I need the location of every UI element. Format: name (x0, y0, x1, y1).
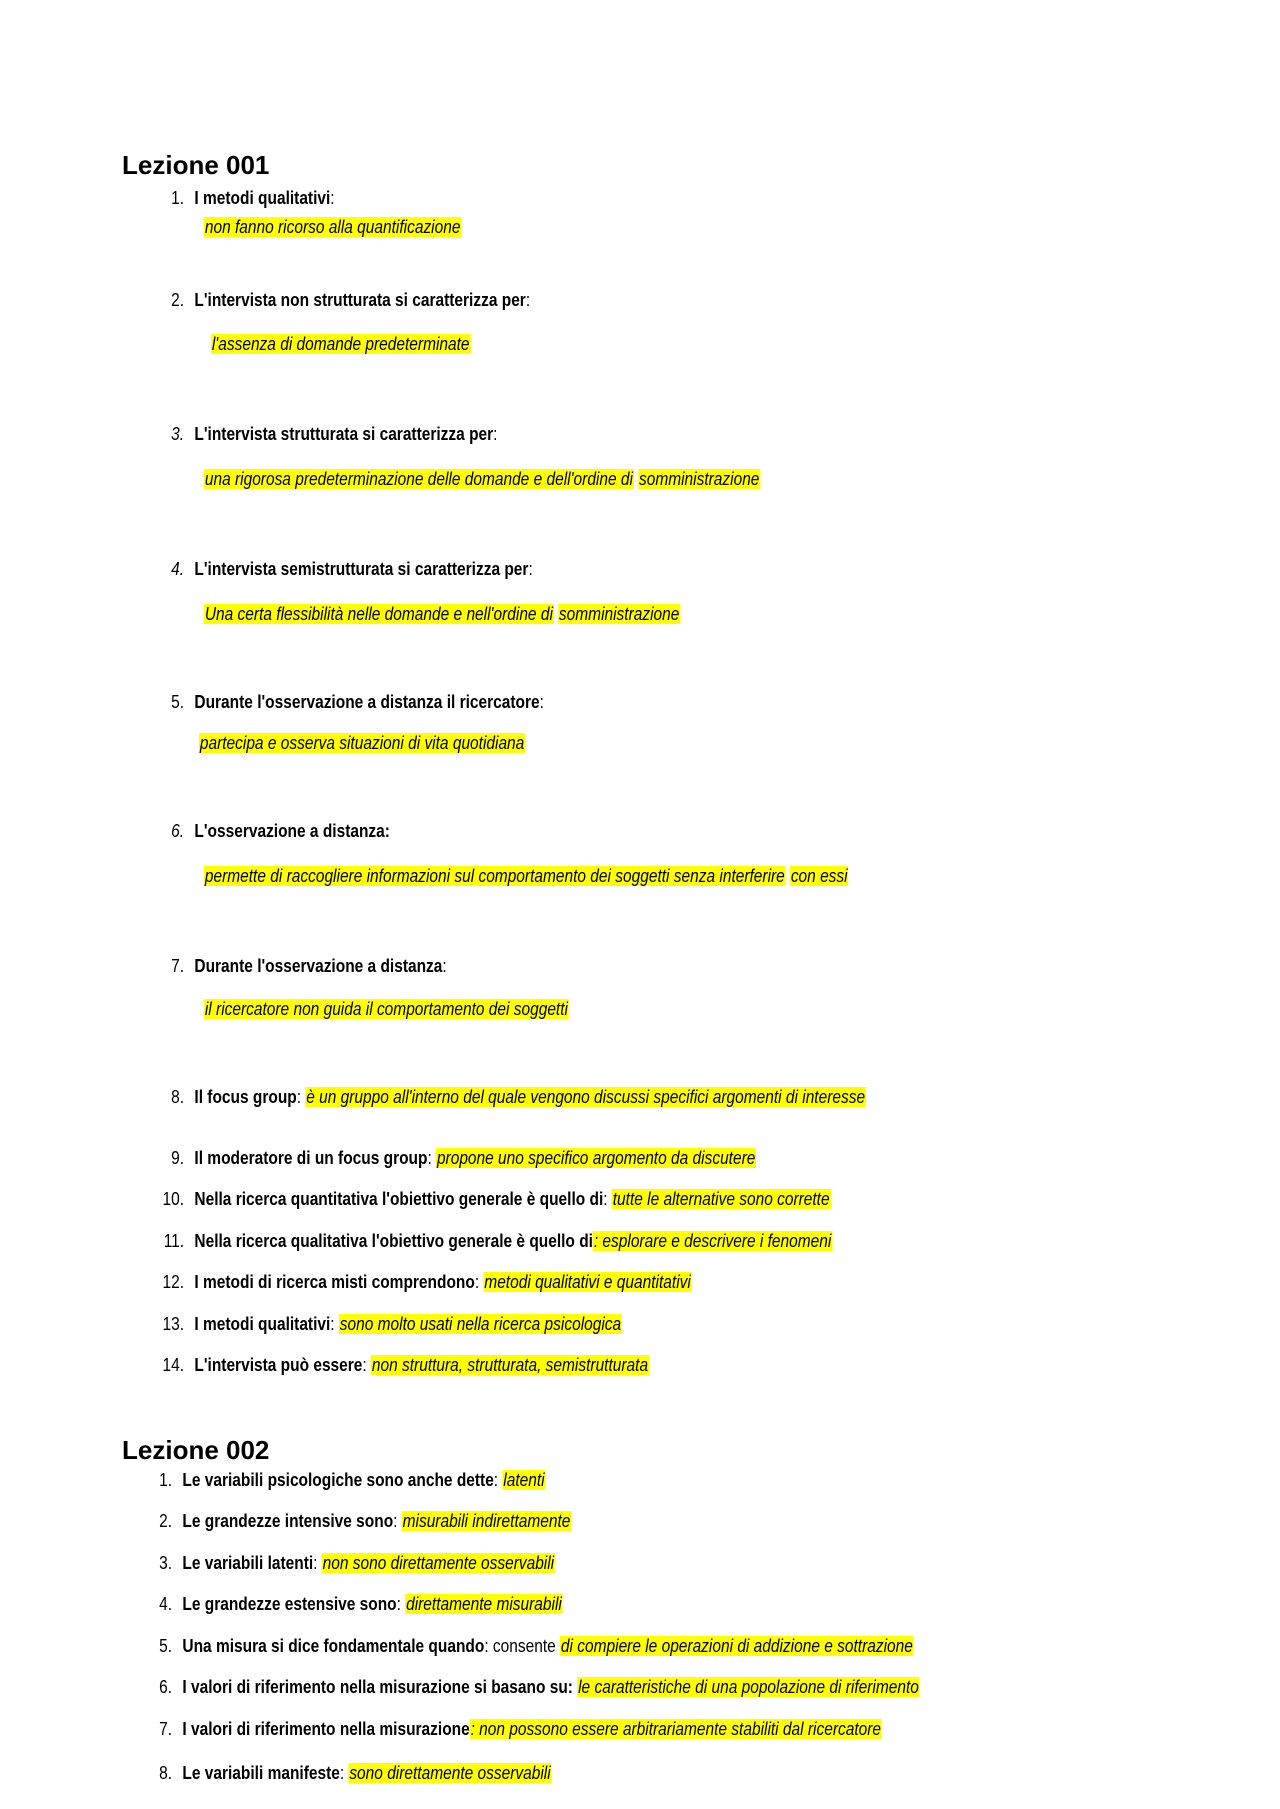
item-number: 10. (162, 1189, 185, 1209)
section-title-lezione-002: Lezione 002 (122, 1435, 270, 1465)
item-number: 6. (171, 821, 185, 841)
section-title-lezione-001: Lezione 001 (122, 150, 270, 180)
answer-highlight: metodi qualitativi e quantitativi (484, 1272, 691, 1292)
separator: : (427, 1148, 437, 1168)
separator: : (393, 1511, 402, 1531)
separator: : consente (484, 1636, 561, 1656)
answer-highlight: l'assenza di domande predeterminate (211, 334, 470, 354)
question-text: I valori di riferimento nella misurazione (182, 1719, 470, 1739)
item-number: 12. (162, 1272, 185, 1292)
answer-row (199, 731, 525, 755)
answer-row (204, 215, 461, 239)
item-number: 7. (159, 1719, 173, 1739)
question-text: L'intervista strutturata si caratterizza per (194, 424, 494, 444)
answer-highlight: non fanno ricorso alla quantificazione (204, 217, 461, 237)
question-text: Durante l'osservazione a distanza il ricercatore (194, 692, 540, 712)
separator: : (525, 290, 531, 310)
answer-highlight: direttamente misurabili (406, 1594, 562, 1614)
question-text: Durante l'osservazione a distanza (194, 956, 443, 976)
answer-highlight: sono molto usati nella ricerca psicologica (339, 1314, 622, 1334)
question-text: Nella ricerca quantitativa l'obiettivo generale è quello di (194, 1189, 604, 1209)
answer-highlight: il ricercatore non guida il comportamento dei soggetti (204, 999, 568, 1019)
item-number: 14. (162, 1355, 185, 1375)
item-number: 4. (159, 1594, 173, 1614)
item-number: 5. (171, 692, 185, 712)
question-text: I valori di riferimento nella misurazione si basano su: (182, 1677, 573, 1697)
separator: : (330, 188, 335, 208)
answer-row (204, 997, 569, 1021)
separator: : (539, 692, 544, 712)
question-text: Le grandezze intensive sono (182, 1511, 394, 1531)
answer-highlight: misurabili indirettamente (402, 1511, 571, 1531)
item-number: 13. (162, 1314, 185, 1334)
item-number: 8. (159, 1763, 173, 1783)
separator: : (396, 1594, 406, 1614)
item-number: 3. (159, 1553, 173, 1573)
separator: : (296, 1087, 306, 1107)
separator: : (493, 424, 498, 444)
answer-highlight: non sono direttamente osservabili (322, 1553, 555, 1573)
answer-highlight: di compiere le operazioni di addizione e sottrazione (560, 1636, 913, 1656)
answer-highlight: sono direttamente osservabili (349, 1763, 551, 1783)
item-number: 7. (171, 956, 185, 976)
question-text: Le grandezze estensive sono (182, 1594, 397, 1614)
item-number: 9. (171, 1148, 185, 1168)
answer-highlight: tutte le alternative sono corrette (612, 1189, 830, 1209)
question-text: L'osservazione a distanza: (194, 821, 390, 841)
separator: : (442, 956, 447, 976)
answer-highlight: : esplorare e descrivere i fenomeni (593, 1231, 832, 1251)
question-text: Le variabili psicologiche sono anche dette (182, 1470, 494, 1490)
question-text: Le variabili latenti (182, 1553, 314, 1573)
answer-highlight: è un gruppo all'interno del quale vengono discussi specifici argomenti di interesse (306, 1087, 866, 1107)
answer-highlight: propone uno specifico argomento da discutere (436, 1148, 756, 1168)
separator: : (528, 559, 533, 579)
answer-highlight: Una certa flessibilità nelle domande e nell'ordine di (204, 604, 553, 624)
separator: : (339, 1763, 349, 1783)
answer-highlight: latenti (503, 1470, 545, 1490)
question-text: L'intervista non strutturata si caratterizza per (194, 290, 526, 310)
answer-highlight: con essi (790, 866, 848, 886)
item-number: 1. (171, 188, 185, 208)
answer-highlight: partecipa e osserva situazioni di vita quotidiana (199, 733, 525, 753)
item-number: 8. (171, 1087, 185, 1107)
question-text: I metodi qualitativi (194, 1314, 331, 1334)
answer-row (204, 864, 848, 888)
answer-highlight: : non possono essere arbitrariamente stabiliti dal ricercatore (470, 1719, 882, 1739)
item-number: 2. (159, 1511, 173, 1531)
item-number: 4. (171, 559, 185, 579)
answer-highlight: permette di raccogliere informazioni sul comportamento dei soggetti senza interferire (204, 866, 785, 886)
item-number: 11. (163, 1231, 185, 1251)
question-text: Il moderatore di un focus group (194, 1148, 428, 1168)
answer-highlight: somministrazione (638, 469, 760, 489)
separator: : (493, 1470, 503, 1490)
question-text: Una misura si dice fondamentale quando (182, 1636, 485, 1656)
question-text: I metodi qualitativi (194, 188, 331, 208)
separator: : (313, 1553, 322, 1573)
separator: : (330, 1314, 339, 1334)
answer-highlight: una rigorosa predeterminazione delle domande e dell'ordine di (204, 469, 633, 489)
question-text: Le variabili manifeste (182, 1763, 340, 1783)
separator: : (474, 1272, 484, 1292)
answer-highlight: le caratteristiche di una popolazione di riferimento (578, 1677, 919, 1697)
question-text: L'intervista può essere (194, 1355, 363, 1375)
question-text: Il focus group (194, 1087, 297, 1107)
separator: : (603, 1189, 612, 1209)
answer-row (204, 467, 760, 491)
answer-row (211, 332, 470, 356)
item-number: 5. (159, 1636, 173, 1656)
item-number: 1. (159, 1470, 173, 1490)
question-text: Nella ricerca qualitativa l'obiettivo generale è quello di (194, 1231, 593, 1251)
question-text: I metodi di ricerca misti comprendono (194, 1272, 475, 1292)
item-number: 3. (171, 424, 185, 444)
item-number: 6. (159, 1677, 173, 1697)
answer-row (204, 602, 680, 626)
item-number: 2. (171, 290, 185, 310)
question-text: L'intervista semistrutturata si caratterizza per (194, 559, 529, 579)
answer-highlight: somministrazione (558, 604, 680, 624)
separator: : (362, 1355, 372, 1375)
answer-highlight: non struttura, strutturata, semistrutturata (371, 1355, 649, 1375)
